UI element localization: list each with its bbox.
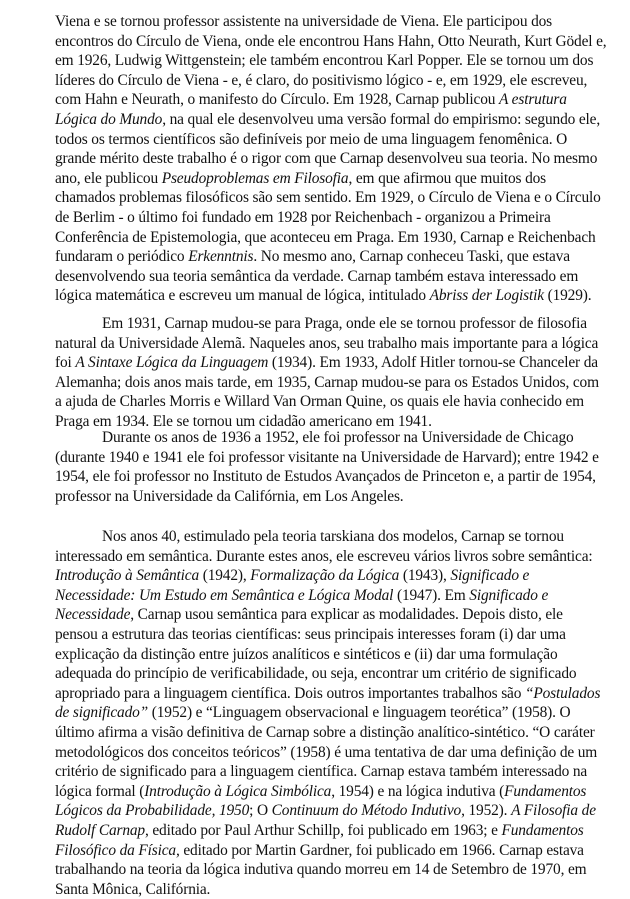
body-text: (1942), (199, 567, 251, 585)
text-line (55, 51, 630, 71)
body-text: critério de significado para a linguagem científica. Carnap estava também interessado na (55, 763, 588, 781)
text-line (55, 353, 630, 373)
text-line (55, 527, 630, 547)
body-text: 1954, ele foi professor no Instituto de Estudos Avançados de Princeton e, a partir de 1954, (55, 468, 596, 486)
text-line (55, 247, 630, 267)
text-line (55, 860, 630, 880)
body-text: (1943), (399, 567, 451, 585)
italic-title-text: Significado e (469, 586, 549, 604)
text-line (55, 267, 630, 287)
body-text: último afirma a visão definitiva de Carnap sobre a distinção analítico-sintético. “O caráter (55, 723, 595, 741)
text-line (55, 130, 630, 150)
body-text: trabalhando na teoria da lógica indutiva quando morreu em 14 de Setembro de 1970, em (55, 861, 587, 879)
italic-title-text: Introdução à Semântica (55, 567, 200, 585)
body-text: lógica formal ( (55, 782, 145, 800)
paragraph-chicago-years (55, 428, 630, 506)
italic-title-text: Erkenntnis (188, 248, 254, 266)
italic-title-text: Significado e (450, 567, 530, 585)
italic-title-text: A estrutura (499, 91, 567, 109)
text-line (55, 188, 630, 208)
body-text: adequada do princípio de verificabilidade, ou seja, encontrar um critério de significado (55, 665, 577, 683)
body-text: todos os termos científicos são definíveis por meio de uma linguagem fenomênica. O (55, 130, 568, 148)
text-line (55, 110, 630, 130)
body-text: explicação da distinção entre juízos analíticos e sintéticos e (ii) dar uma formulação (55, 645, 558, 663)
body-text: desenvolvendo sua teoria semântica da verdade. Carnap também estava interessado em (55, 267, 579, 285)
italic-title-text: A Filosofia de (511, 802, 596, 820)
paragraph-prague-years (55, 314, 630, 432)
text-line (55, 566, 630, 586)
text-line (55, 782, 630, 802)
body-text: (1934). Em 1933, Adolf Hitler tornou-se Chanceler da (268, 354, 598, 372)
italic-title-text: Fundamentos (501, 821, 584, 839)
body-text: , 1952). (461, 802, 512, 820)
italic-title-text: Filosófico da Física, (55, 841, 180, 859)
body-text: Viena e se tornou professor assistente na universidade de Viena. Ele participou dos (55, 13, 553, 30)
body-text: ; O (249, 802, 272, 820)
text-line (55, 586, 630, 606)
text-line (55, 208, 630, 228)
italic-title-text: Introdução à Lógica Simbólica (144, 782, 332, 800)
italic-title-text: A Sintaxe Lógica da Linguagem (75, 354, 269, 372)
body-text: natural da Universidade Alemã. Naqueles anos, seu trabalho mais importante para a lógica (55, 334, 599, 352)
paragraph-semantics-years (55, 527, 630, 899)
body-text: encontros do Círculo de Viena, onde ele encontrou Hans Hahn, Otto Neurath, Kurt Gödel e, (55, 32, 607, 50)
italic-title-text: Fundamentos (504, 782, 587, 800)
body-text: (1929). (543, 287, 592, 305)
body-text: (1947). Em (393, 586, 470, 604)
text-line (55, 428, 630, 448)
text-line (55, 801, 630, 821)
body-text: , 1954) e na lógica indutiva ( (331, 782, 505, 800)
text-line (55, 71, 630, 91)
body-text: em 1926, Ludwig Wittgenstein; ele também encontrou Karl Popper. Ele se tornou um dos (55, 52, 594, 70)
body-text: a ajuda de Charles Morris e Willard Van Orman Quine, os quais ele havia conhecido em (55, 393, 584, 411)
italic-title-text: Continuum do Método Indutivo (271, 802, 462, 820)
text-line (55, 12, 630, 32)
text-line (55, 487, 630, 507)
text-line (55, 703, 630, 723)
body-text: (durante 1940 e 1941 ele foi professor visitante na Universidade de Harvard); entre 1942 e (55, 448, 599, 466)
text-line (55, 821, 630, 841)
body-text: ano, ele publicou (55, 169, 162, 187)
paragraph-early-career (55, 12, 630, 306)
text-line (55, 625, 630, 645)
text-line (55, 32, 630, 52)
italic-title-text: Lógicos da Probabilidade, 1950 (55, 802, 250, 820)
body-text: com Hahn e Neurath, o manifesto do Círculo. Em 1928, Carnap publicou (55, 91, 499, 109)
text-line (55, 334, 630, 354)
italic-title-text: Abriss der Logistik (429, 287, 544, 305)
text-line (55, 743, 630, 763)
body-text: . No mesmo ano, Carnap conheceu Taski, que estava (253, 248, 570, 266)
text-line (55, 762, 630, 782)
body-text: Durante os anos de 1936 a 1952, ele foi professor na Universidade de Chicago (102, 429, 574, 446)
body-text: interessado em semântica. Durante estes anos, ele escreveu vários livros sobre semântica: (55, 547, 593, 565)
italic-title-text: de significado” (55, 704, 149, 722)
body-text: , editado por Paul Arthur Schillp, foi publicado em 1963; e (144, 821, 502, 839)
text-line (55, 286, 630, 306)
text-line (55, 228, 630, 248)
text-line (55, 149, 630, 169)
text-line (55, 547, 630, 567)
italic-title-text: Pseudoproblemas em Filosofia (161, 169, 349, 187)
italic-title-text: “Postulados (524, 684, 601, 702)
text-line (55, 723, 630, 743)
body-text: grande mérito deste trabalho é o rigor com que Carnap desenvolveu sua teoria. No mesmo (55, 150, 598, 168)
text-line (55, 645, 630, 665)
body-text: fundaram o periódico (55, 248, 189, 266)
text-line (55, 664, 630, 684)
body-text: Alemanha; dois anos mais tarde, em 1935, Carnap mudou-se para os Estados Unidos, com (55, 373, 599, 391)
text-line (55, 448, 630, 468)
text-line (55, 880, 630, 899)
body-text: de Berlim - o último foi fundado em 1928 por Reichenbach - organizou a Primeira (55, 208, 551, 226)
body-text: pensou a estrutura das teorias científicas: seus principais interesses foram (i) dar uma (55, 625, 566, 643)
body-text: Santa Mônica, Califórnia. (55, 880, 211, 898)
italic-title-text: Lógica do Mundo (55, 110, 163, 128)
body-text: chamados problemas filosóficos são sem sentido. Em 1929, o Círculo de Viena e o Círculo (55, 189, 601, 207)
italic-title-text: Rudolf Carnap (55, 821, 145, 839)
body-text: metodológicos dos conceitos teóricos” (1958) é uma tentativa de dar uma definição de um (55, 743, 598, 761)
body-text: líderes do Círculo de Viena - e, é claro, do positivismo lógico - e, em 1929, ele escreveu, (55, 71, 588, 89)
body-text: Nos anos 40, estimulado pela teoria tarskiana dos modelos, Carnap se tornou (102, 528, 564, 545)
text-line (55, 90, 630, 110)
italic-title-text: Necessidade (55, 606, 131, 624)
text-line (55, 841, 630, 861)
text-line (55, 373, 630, 393)
body-text: editado por Martin Gardner, foi publicado em 1966. Carnap estava (179, 841, 584, 859)
body-text: , em que afirmou que muitos dos (348, 169, 547, 187)
body-text: professor na Universidade da Califórnia, em Los Angeles. (55, 487, 404, 505)
body-text: Em 1931, Carnap mudou-se para Praga, onde ele se tornou professor de filosofia (102, 315, 587, 332)
body-text: apropriado para a linguagem científica. Dois outros importantes trabalhos são (55, 684, 525, 702)
body-text: Conferência de Epistemologia, que aconteceu em Praga. Em 1930, Carnap e Reichenbach (55, 228, 596, 246)
text-line (55, 605, 630, 625)
text-line (55, 684, 630, 704)
text-line (55, 392, 630, 412)
body-text: , na qual ele desenvolveu uma versão formal do empirismo: segundo ele, (162, 110, 601, 128)
body-text: foi (55, 354, 76, 372)
italic-title-text: Formalização da Lógica (250, 567, 400, 585)
text-line (55, 467, 630, 487)
body-text: Praga em 1934. Ele se tornou um cidadão americano em 1941. (55, 412, 432, 430)
text-line (55, 314, 630, 334)
body-text: lógica matemática e escreveu um manual de lógica, intitulado (55, 287, 430, 305)
italic-title-text: Necessidade: Um Estudo em Semântica e Lógica Modal (55, 586, 394, 604)
body-text: (1952) e “Linguagem observacional e linguagem teorética” (1958). O (148, 704, 571, 722)
text-line (55, 169, 630, 189)
body-text: , Carnap usou semântica para explicar as modalidades. Depois disto, ele (130, 606, 563, 624)
